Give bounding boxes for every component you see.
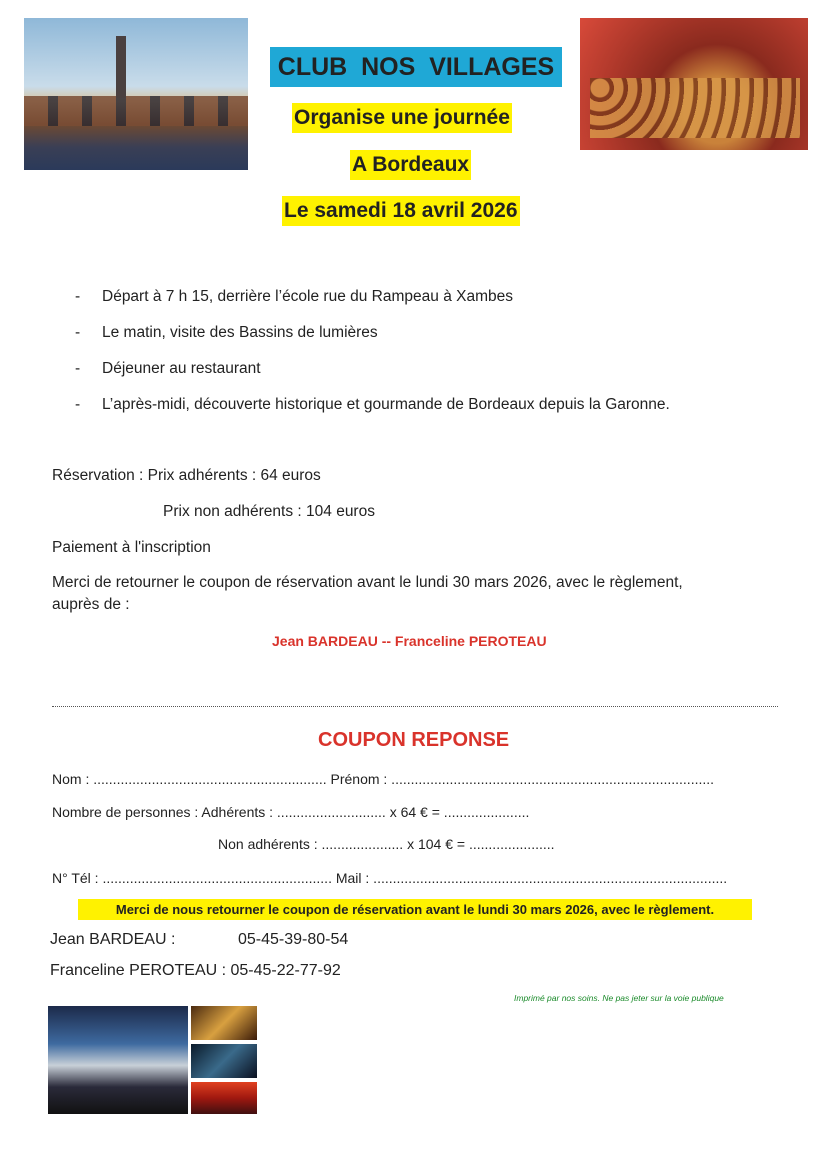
subtitle-line2: A Bordeaux — [350, 150, 471, 180]
coupon-title: COUPON REPONSE — [318, 729, 510, 751]
coupon-non-members-row: Non adhérents : ..................... x 104 € = ...................... — [218, 836, 555, 852]
event-date: Le samedi 18 avril 2026 — [282, 196, 520, 226]
coupon-name-row: Nom : ............................................................ Prénom : ................................................................................... — [52, 771, 715, 787]
bullet-dash: - — [75, 288, 81, 305]
payment-note: Paiement à l'inscription — [52, 539, 211, 556]
gallery-photo-1 — [191, 1006, 257, 1040]
bassins-lumieres-photo — [48, 1006, 188, 1114]
bullet-dash: - — [75, 360, 81, 377]
reservation-price-non-members: Prix non adhérents : 104 euros — [163, 503, 375, 520]
coupon-return-notice: Merci de nous retourner le coupon de réservation avant le lundi 30 mars 2026, avec le règlement. — [78, 899, 752, 920]
program-item — [75, 288, 513, 306]
bullet-dash: - — [75, 324, 81, 341]
program-item — [75, 324, 378, 342]
return-notice: Merci de retourner le coupon de réservation avant le lundi 30 mars 2026, avec le règlement, — [52, 574, 683, 591]
contact-names: Jean BARDEAU -- Franceline PEROTEAU — [272, 633, 547, 649]
footer-note: Imprimé par nos soins. Ne pas jeter sur la voie publique — [514, 993, 724, 1003]
subtitle-line1: Organise une journée — [292, 103, 512, 133]
return-notice-2: auprès de : — [52, 596, 130, 613]
club-name: CLUB NOS VILLAGES — [270, 47, 562, 87]
program-text: L’après-midi, découverte historique et gourmande de Bordeaux depuis la Garonne. — [102, 396, 670, 413]
contact2: Franceline PEROTEAU : 05-45-22-77-92 — [50, 962, 341, 979]
coupon-members-row: Nombre de personnes : Adhérents : ............................ x 64 € = ...................... — [52, 804, 530, 820]
coupon-contact-row: N° Tél : ........................................................... Mail : ........................................................................................... — [52, 870, 728, 886]
bullet-dash: - — [75, 396, 81, 413]
gallery-photo-2 — [191, 1044, 257, 1078]
gallery-photo-3 — [191, 1082, 257, 1114]
reservation-price-members: Réservation : Prix adhérents : 64 euros — [52, 467, 321, 484]
canele-pastries-photo — [580, 18, 808, 150]
program-text: Départ à 7 h 15, derrière l’école rue du Rampeau à Xambes — [102, 288, 513, 305]
cut-line — [52, 706, 778, 707]
contact1-name: Jean BARDEAU : — [50, 931, 176, 948]
program-text: Le matin, visite des Bassins de lumières — [102, 324, 378, 341]
program-text: Déjeuner au restaurant — [102, 360, 261, 377]
program-item — [75, 360, 261, 378]
program-item — [75, 396, 670, 414]
contact1-phone: 05-45-39-80-54 — [238, 931, 349, 948]
bordeaux-bridge-photo — [24, 18, 248, 170]
